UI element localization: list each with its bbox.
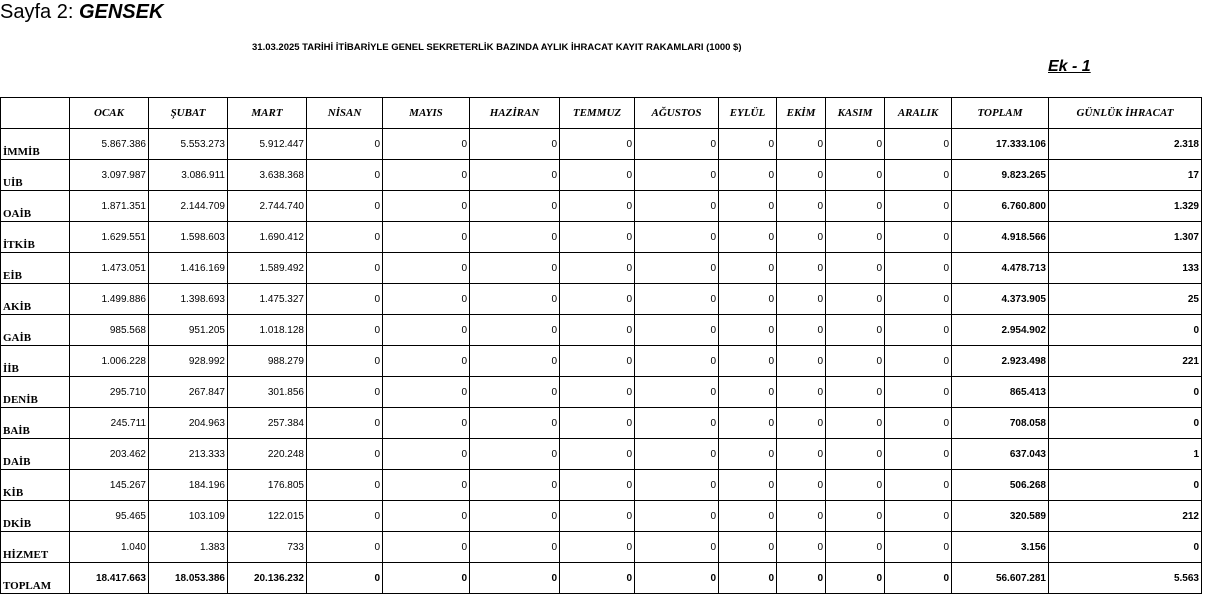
table-cell: 0 <box>307 346 383 377</box>
table-cell: 245.711 <box>70 408 149 439</box>
table-cell: 4.918.566 <box>952 222 1049 253</box>
annex-label: Ek - 1 <box>1048 58 1091 75</box>
table-cell: 267.847 <box>149 377 228 408</box>
table-cell: 1.871.351 <box>70 191 149 222</box>
column-header: TEMMUZ <box>560 98 635 129</box>
table-cell: 0 <box>560 129 635 160</box>
table-cell: 0 <box>383 129 470 160</box>
table-cell: 0 <box>826 191 885 222</box>
table-cell: 0 <box>560 439 635 470</box>
column-header-corner <box>1 98 70 129</box>
table-cell: 0 <box>635 315 719 346</box>
table-cell: 2.318 <box>1049 129 1202 160</box>
table-cell: 4.373.905 <box>952 284 1049 315</box>
table-cell: 0 <box>885 346 952 377</box>
table-cell: 1.499.886 <box>70 284 149 315</box>
table-cell: 56.607.281 <box>952 563 1049 594</box>
table-cell: 0 <box>719 284 777 315</box>
table-cell: 25 <box>1049 284 1202 315</box>
table-cell: 4.478.713 <box>952 253 1049 284</box>
table-cell: 708.058 <box>952 408 1049 439</box>
table-cell: 203.462 <box>70 439 149 470</box>
table-cell: 1 <box>1049 439 1202 470</box>
table-cell: 0 <box>719 315 777 346</box>
table-cell: 1.629.551 <box>70 222 149 253</box>
table-cell: 3.638.368 <box>228 160 307 191</box>
table-cell: 0 <box>885 191 952 222</box>
row-label: BAİB <box>1 408 70 439</box>
table-cell: 5.553.273 <box>149 129 228 160</box>
table-cell: 0 <box>826 346 885 377</box>
table-cell: 1.018.128 <box>228 315 307 346</box>
table-cell: 0 <box>885 439 952 470</box>
table-cell: 1.329 <box>1049 191 1202 222</box>
column-header: MART <box>228 98 307 129</box>
table-cell: 221 <box>1049 346 1202 377</box>
table-cell: 1.383 <box>149 532 228 563</box>
table-cell: 0 <box>635 377 719 408</box>
table-cell: 0 <box>383 470 470 501</box>
table-cell: 0 <box>470 532 560 563</box>
table-cell: 20.136.232 <box>228 563 307 594</box>
table-cell: 103.109 <box>149 501 228 532</box>
table-cell: 0 <box>560 532 635 563</box>
table-cell: 0 <box>307 253 383 284</box>
table-cell: 733 <box>228 532 307 563</box>
table-cell: 5.912.447 <box>228 129 307 160</box>
table-cell: 0 <box>1049 532 1202 563</box>
table-cell: 2.923.498 <box>952 346 1049 377</box>
table-cell: 0 <box>719 346 777 377</box>
table-cell: 0 <box>307 129 383 160</box>
table-cell: 0 <box>470 408 560 439</box>
table-cell: 0 <box>719 470 777 501</box>
table-cell: 122.015 <box>228 501 307 532</box>
table-cell: 0 <box>307 532 383 563</box>
table-cell: 0 <box>777 315 826 346</box>
column-header: KASIM <box>826 98 885 129</box>
table-cell: 0 <box>826 439 885 470</box>
table-cell: 0 <box>777 563 826 594</box>
table-cell: 0 <box>635 253 719 284</box>
table-cell: 0 <box>826 532 885 563</box>
table-cell: 0 <box>635 129 719 160</box>
table-cell: 0 <box>885 222 952 253</box>
table-cell: 0 <box>383 563 470 594</box>
column-header: ŞUBAT <box>149 98 228 129</box>
table-cell: 184.196 <box>149 470 228 501</box>
table-cell: 0 <box>635 346 719 377</box>
table-cell: 0 <box>307 160 383 191</box>
table-row <box>1 129 1202 160</box>
table-cell: 0 <box>826 160 885 191</box>
table-cell: 5.563 <box>1049 563 1202 594</box>
table-cell: 0 <box>885 377 952 408</box>
table-cell: 1.040 <box>70 532 149 563</box>
table-cell: 2.744.740 <box>228 191 307 222</box>
row-label: İTKİB <box>1 222 70 253</box>
table-cell: 0 <box>560 408 635 439</box>
table-cell: 0 <box>470 284 560 315</box>
table-cell: 0 <box>826 222 885 253</box>
row-label: DAİB <box>1 439 70 470</box>
table-cell: 0 <box>470 160 560 191</box>
table-cell: 0 <box>777 377 826 408</box>
table-cell: 17.333.106 <box>952 129 1049 160</box>
table-cell: 0 <box>719 501 777 532</box>
table-cell: 0 <box>383 532 470 563</box>
table-cell: 0 <box>383 346 470 377</box>
row-label: AKİB <box>1 284 70 315</box>
table-cell: 0 <box>635 284 719 315</box>
table-cell: 1.006.228 <box>70 346 149 377</box>
table-cell: 0 <box>307 408 383 439</box>
table-cell: 865.413 <box>952 377 1049 408</box>
table-cell: 95.465 <box>70 501 149 532</box>
table-cell: 0 <box>777 191 826 222</box>
table-cell: 0 <box>719 532 777 563</box>
column-header: NİSAN <box>307 98 383 129</box>
table-cell: 133 <box>1049 253 1202 284</box>
row-label: KİB <box>1 470 70 501</box>
column-header: AĞUSTOS <box>635 98 719 129</box>
table-cell: 0 <box>885 563 952 594</box>
table-cell: 0 <box>826 501 885 532</box>
sheet-heading-prefix: Sayfa 2: <box>0 1 79 23</box>
table-body <box>1 129 1202 594</box>
table-row <box>1 346 1202 377</box>
table-cell: 0 <box>719 160 777 191</box>
table-cell: 0 <box>635 501 719 532</box>
row-label: EİB <box>1 253 70 284</box>
column-header: TOPLAM <box>952 98 1049 129</box>
table-cell: 0 <box>383 439 470 470</box>
table-cell: 0 <box>383 315 470 346</box>
table-row <box>1 439 1202 470</box>
table-cell: 0 <box>777 470 826 501</box>
table-cell: 1.416.169 <box>149 253 228 284</box>
table-cell: 1.307 <box>1049 222 1202 253</box>
table-row <box>1 377 1202 408</box>
table-cell: 0 <box>470 222 560 253</box>
row-label: UİB <box>1 160 70 191</box>
table-cell: 0 <box>383 160 470 191</box>
table-cell: 0 <box>470 129 560 160</box>
table-cell: 6.760.800 <box>952 191 1049 222</box>
sheet-name: GENSEK <box>78 1 164 23</box>
table-cell: 0 <box>307 284 383 315</box>
table-cell: 0 <box>635 191 719 222</box>
table-cell: 0 <box>470 315 560 346</box>
table-cell: 213.333 <box>149 439 228 470</box>
table-cell: 0 <box>777 160 826 191</box>
table-row <box>1 315 1202 346</box>
table-cell: 1.690.412 <box>228 222 307 253</box>
table-cell: 9.823.265 <box>952 160 1049 191</box>
table-cell: 176.805 <box>228 470 307 501</box>
table-row <box>1 160 1202 191</box>
table-cell: 320.589 <box>952 501 1049 532</box>
table-cell: 0 <box>560 222 635 253</box>
column-header: OCAK <box>70 98 149 129</box>
table-cell: 1.473.051 <box>70 253 149 284</box>
table-cell: 2.144.709 <box>149 191 228 222</box>
table-cell: 0 <box>307 501 383 532</box>
table-cell: 204.963 <box>149 408 228 439</box>
table-cell: 0 <box>826 315 885 346</box>
table-cell: 0 <box>383 284 470 315</box>
table-cell: 0 <box>470 346 560 377</box>
table-cell: 0 <box>635 470 719 501</box>
row-label: OAİB <box>1 191 70 222</box>
table-cell: 0 <box>307 377 383 408</box>
table-row <box>1 222 1202 253</box>
table-cell: 0 <box>777 346 826 377</box>
table-cell: 0 <box>470 501 560 532</box>
table-cell: 0 <box>885 501 952 532</box>
table-cell: 0 <box>719 408 777 439</box>
table-cell: 0 <box>719 563 777 594</box>
table-row <box>1 191 1202 222</box>
column-header: MAYIS <box>383 98 470 129</box>
table-cell: 1.589.492 <box>228 253 307 284</box>
table-cell: 985.568 <box>70 315 149 346</box>
table-cell: 0 <box>1049 315 1202 346</box>
table-cell: 0 <box>719 191 777 222</box>
table-cell: 220.248 <box>228 439 307 470</box>
table-cell: 0 <box>470 253 560 284</box>
table-cell: 0 <box>470 439 560 470</box>
table-cell: 0 <box>719 253 777 284</box>
table-cell: 0 <box>383 222 470 253</box>
table-cell: 0 <box>826 284 885 315</box>
table-cell: 18.417.663 <box>70 563 149 594</box>
table-cell: 0 <box>470 377 560 408</box>
table-cell: 0 <box>383 377 470 408</box>
table-cell: 0 <box>560 253 635 284</box>
table-cell: 0 <box>635 563 719 594</box>
table-cell: 1.475.327 <box>228 284 307 315</box>
table-cell: 637.043 <box>952 439 1049 470</box>
column-header: EKİM <box>777 98 826 129</box>
table-cell: 0 <box>719 439 777 470</box>
table-cell: 0 <box>560 501 635 532</box>
column-header: EYLÜL <box>719 98 777 129</box>
table-cell: 0 <box>777 253 826 284</box>
table-cell: 0 <box>1049 408 1202 439</box>
table-cell: 0 <box>826 470 885 501</box>
table-cell: 0 <box>383 408 470 439</box>
table-cell: 0 <box>470 470 560 501</box>
table-cell: 0 <box>383 253 470 284</box>
table-cell: 0 <box>885 284 952 315</box>
table-cell: 1.598.603 <box>149 222 228 253</box>
table-cell: 5.867.386 <box>70 129 149 160</box>
table-cell: 0 <box>826 253 885 284</box>
table-cell: 0 <box>635 439 719 470</box>
table-cell: 0 <box>719 129 777 160</box>
table-cell: 295.710 <box>70 377 149 408</box>
table-cell: 0 <box>826 563 885 594</box>
table-cell: 0 <box>777 222 826 253</box>
table-cell: 0 <box>777 129 826 160</box>
table-cell: 951.205 <box>149 315 228 346</box>
table-cell: 257.384 <box>228 408 307 439</box>
table-cell: 0 <box>885 253 952 284</box>
table-cell: 0 <box>560 563 635 594</box>
sheet-heading <box>0 0 163 24</box>
table-cell: 0 <box>470 191 560 222</box>
table-cell: 0 <box>885 408 952 439</box>
row-label: DENİB <box>1 377 70 408</box>
column-header: ARALIK <box>885 98 952 129</box>
table-cell: 0 <box>560 346 635 377</box>
row-label: TOPLAM <box>1 563 70 594</box>
table-cell: 0 <box>826 408 885 439</box>
table-cell: 0 <box>885 532 952 563</box>
row-label: İMMİB <box>1 129 70 160</box>
column-header: HAZİRAN <box>470 98 560 129</box>
table-row <box>1 408 1202 439</box>
table-cell: 0 <box>719 222 777 253</box>
table-row <box>1 501 1202 532</box>
table-cell: 0 <box>826 129 885 160</box>
table-cell: 17 <box>1049 160 1202 191</box>
table-cell: 0 <box>307 191 383 222</box>
table-cell: 0 <box>307 315 383 346</box>
table-cell: 0 <box>777 501 826 532</box>
table-cell: 0 <box>560 191 635 222</box>
table-row <box>1 284 1202 315</box>
table-cell: 0 <box>383 191 470 222</box>
table-cell: 0 <box>885 315 952 346</box>
table-cell: 212 <box>1049 501 1202 532</box>
table-cell: 0 <box>826 377 885 408</box>
table-row <box>1 532 1202 563</box>
table-cell: 0 <box>777 284 826 315</box>
table-cell: 0 <box>307 222 383 253</box>
row-label: GAİB <box>1 315 70 346</box>
table-cell: 1.398.693 <box>149 284 228 315</box>
table-cell: 0 <box>635 408 719 439</box>
table-cell: 0 <box>885 470 952 501</box>
table-row <box>1 253 1202 284</box>
table-cell: 18.053.386 <box>149 563 228 594</box>
table-cell: 0 <box>307 470 383 501</box>
table-cell: 0 <box>1049 470 1202 501</box>
table-cell: 0 <box>560 377 635 408</box>
table-cell: 0 <box>635 160 719 191</box>
table-cell: 506.268 <box>952 470 1049 501</box>
export-table <box>0 97 1202 594</box>
row-label: HİZMET <box>1 532 70 563</box>
report-title: 31.03.2025 TARİHİ İTİBARİYLE GENEL SEKRETERLİK BAZINDA AYLIK İHRACAT KAYIT RAKAMLARI (1000 $) <box>252 42 742 53</box>
table-cell: 928.992 <box>149 346 228 377</box>
table-cell: 0 <box>560 160 635 191</box>
table-cell: 0 <box>383 501 470 532</box>
table-cell: 0 <box>635 222 719 253</box>
table-cell: 301.856 <box>228 377 307 408</box>
table-cell: 0 <box>777 532 826 563</box>
table-row <box>1 563 1202 594</box>
table-cell: 0 <box>560 284 635 315</box>
row-label: DKİB <box>1 501 70 532</box>
table-cell: 3.156 <box>952 532 1049 563</box>
table-cell: 0 <box>885 160 952 191</box>
table-cell: 988.279 <box>228 346 307 377</box>
table-cell: 3.086.911 <box>149 160 228 191</box>
table-cell: 145.267 <box>70 470 149 501</box>
table-cell: 0 <box>885 129 952 160</box>
row-label: İİB <box>1 346 70 377</box>
table-row <box>1 470 1202 501</box>
table-cell: 0 <box>560 315 635 346</box>
header-row <box>1 98 1202 129</box>
table-cell: 0 <box>777 408 826 439</box>
table-cell: 0 <box>470 563 560 594</box>
table-cell: 3.097.987 <box>70 160 149 191</box>
table-cell: 0 <box>307 563 383 594</box>
table-cell: 0 <box>307 439 383 470</box>
table-cell: 0 <box>1049 377 1202 408</box>
column-header: GÜNLÜK İHRACAT <box>1049 98 1202 129</box>
table-cell: 0 <box>635 532 719 563</box>
table-cell: 0 <box>777 439 826 470</box>
table-cell: 2.954.902 <box>952 315 1049 346</box>
table-cell: 0 <box>719 377 777 408</box>
table-cell: 0 <box>560 470 635 501</box>
